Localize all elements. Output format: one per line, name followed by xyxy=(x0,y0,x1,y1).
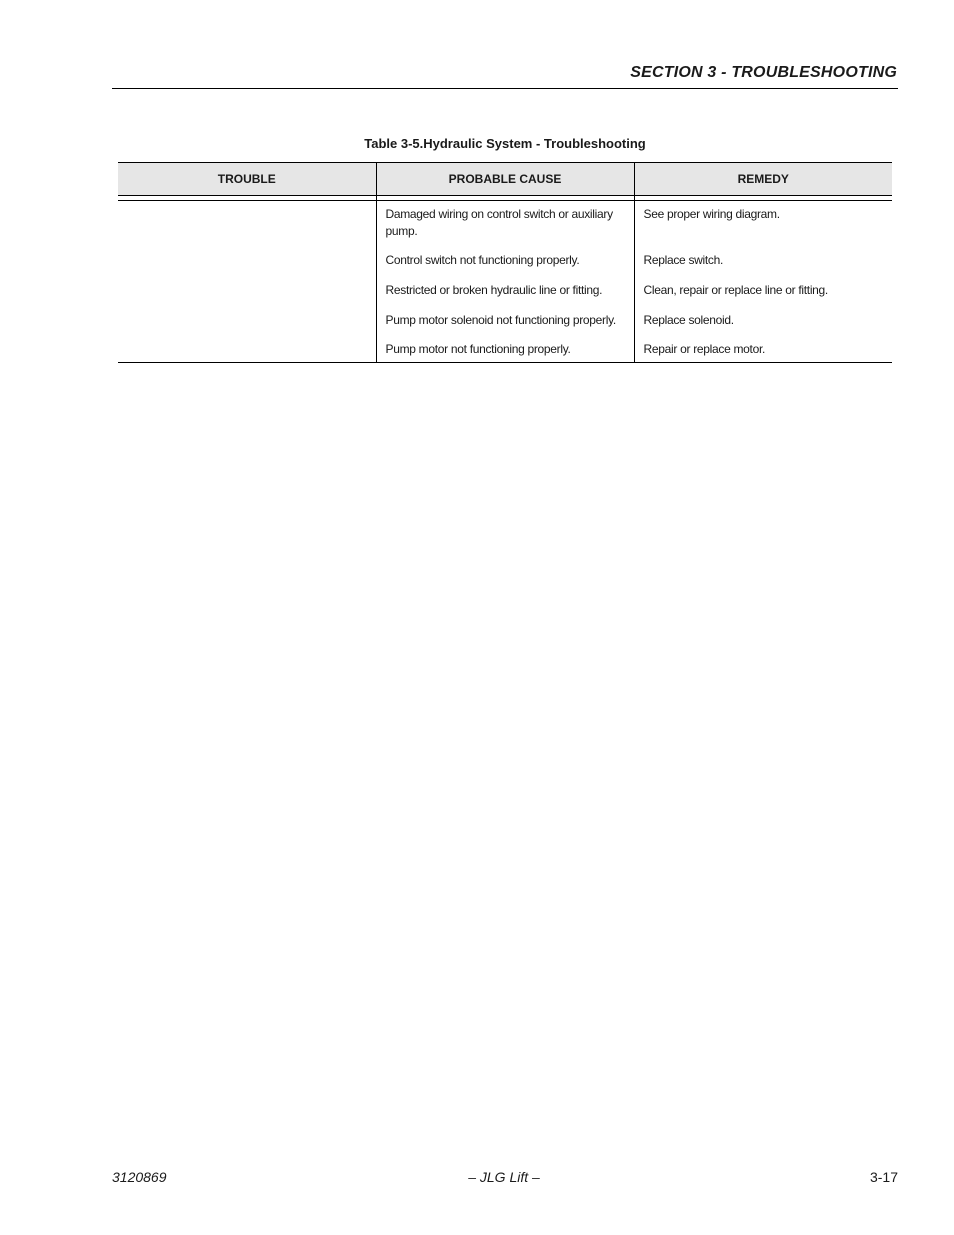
troubleshooting-table xyxy=(118,162,892,363)
cause-entry: Control switch not functioning properly. xyxy=(385,253,580,267)
remedy-cell xyxy=(634,201,892,363)
trouble-entry xyxy=(127,206,368,252)
section-title: SECTION 3 - TROUBLESHOOTING xyxy=(630,64,897,81)
table-caption: Table 3-5.Hydraulic System - Troubleshooting xyxy=(364,136,646,151)
header-divider xyxy=(112,88,898,89)
remedy-entry: Clean, repair or replace line or fitting. xyxy=(643,283,828,297)
table-header-row xyxy=(118,163,892,196)
remedy-entry: Replace switch. xyxy=(643,253,724,267)
column-header-probable-cause: PROBABLE CAUSE xyxy=(376,163,634,196)
trouble-cell xyxy=(118,201,376,363)
cause-entry: Pump motor not functioning properly. xyxy=(385,342,571,356)
document-number: 3120869 xyxy=(112,1169,167,1185)
cause-entry: Restricted or broken hydraulic line or fitting. xyxy=(385,283,603,297)
publisher-name: – JLG Lift – xyxy=(468,1169,540,1185)
page-number: 3-17 xyxy=(869,1169,898,1185)
probable-cause-cell xyxy=(376,201,634,363)
remedy-entry: See proper wiring diagram. xyxy=(643,207,780,221)
cause-entry: Damaged wiring on control switch or auxiliary pump. xyxy=(385,207,613,238)
remedy-entry: Repair or replace motor. xyxy=(643,342,766,356)
cause-entry: Pump motor solenoid not functioning properly. xyxy=(385,313,616,327)
column-header-trouble: TROUBLE xyxy=(118,163,376,196)
remedy-entry: Replace solenoid. xyxy=(643,313,734,327)
table-row xyxy=(118,201,892,363)
column-header-remedy: REMEDY xyxy=(634,163,892,196)
